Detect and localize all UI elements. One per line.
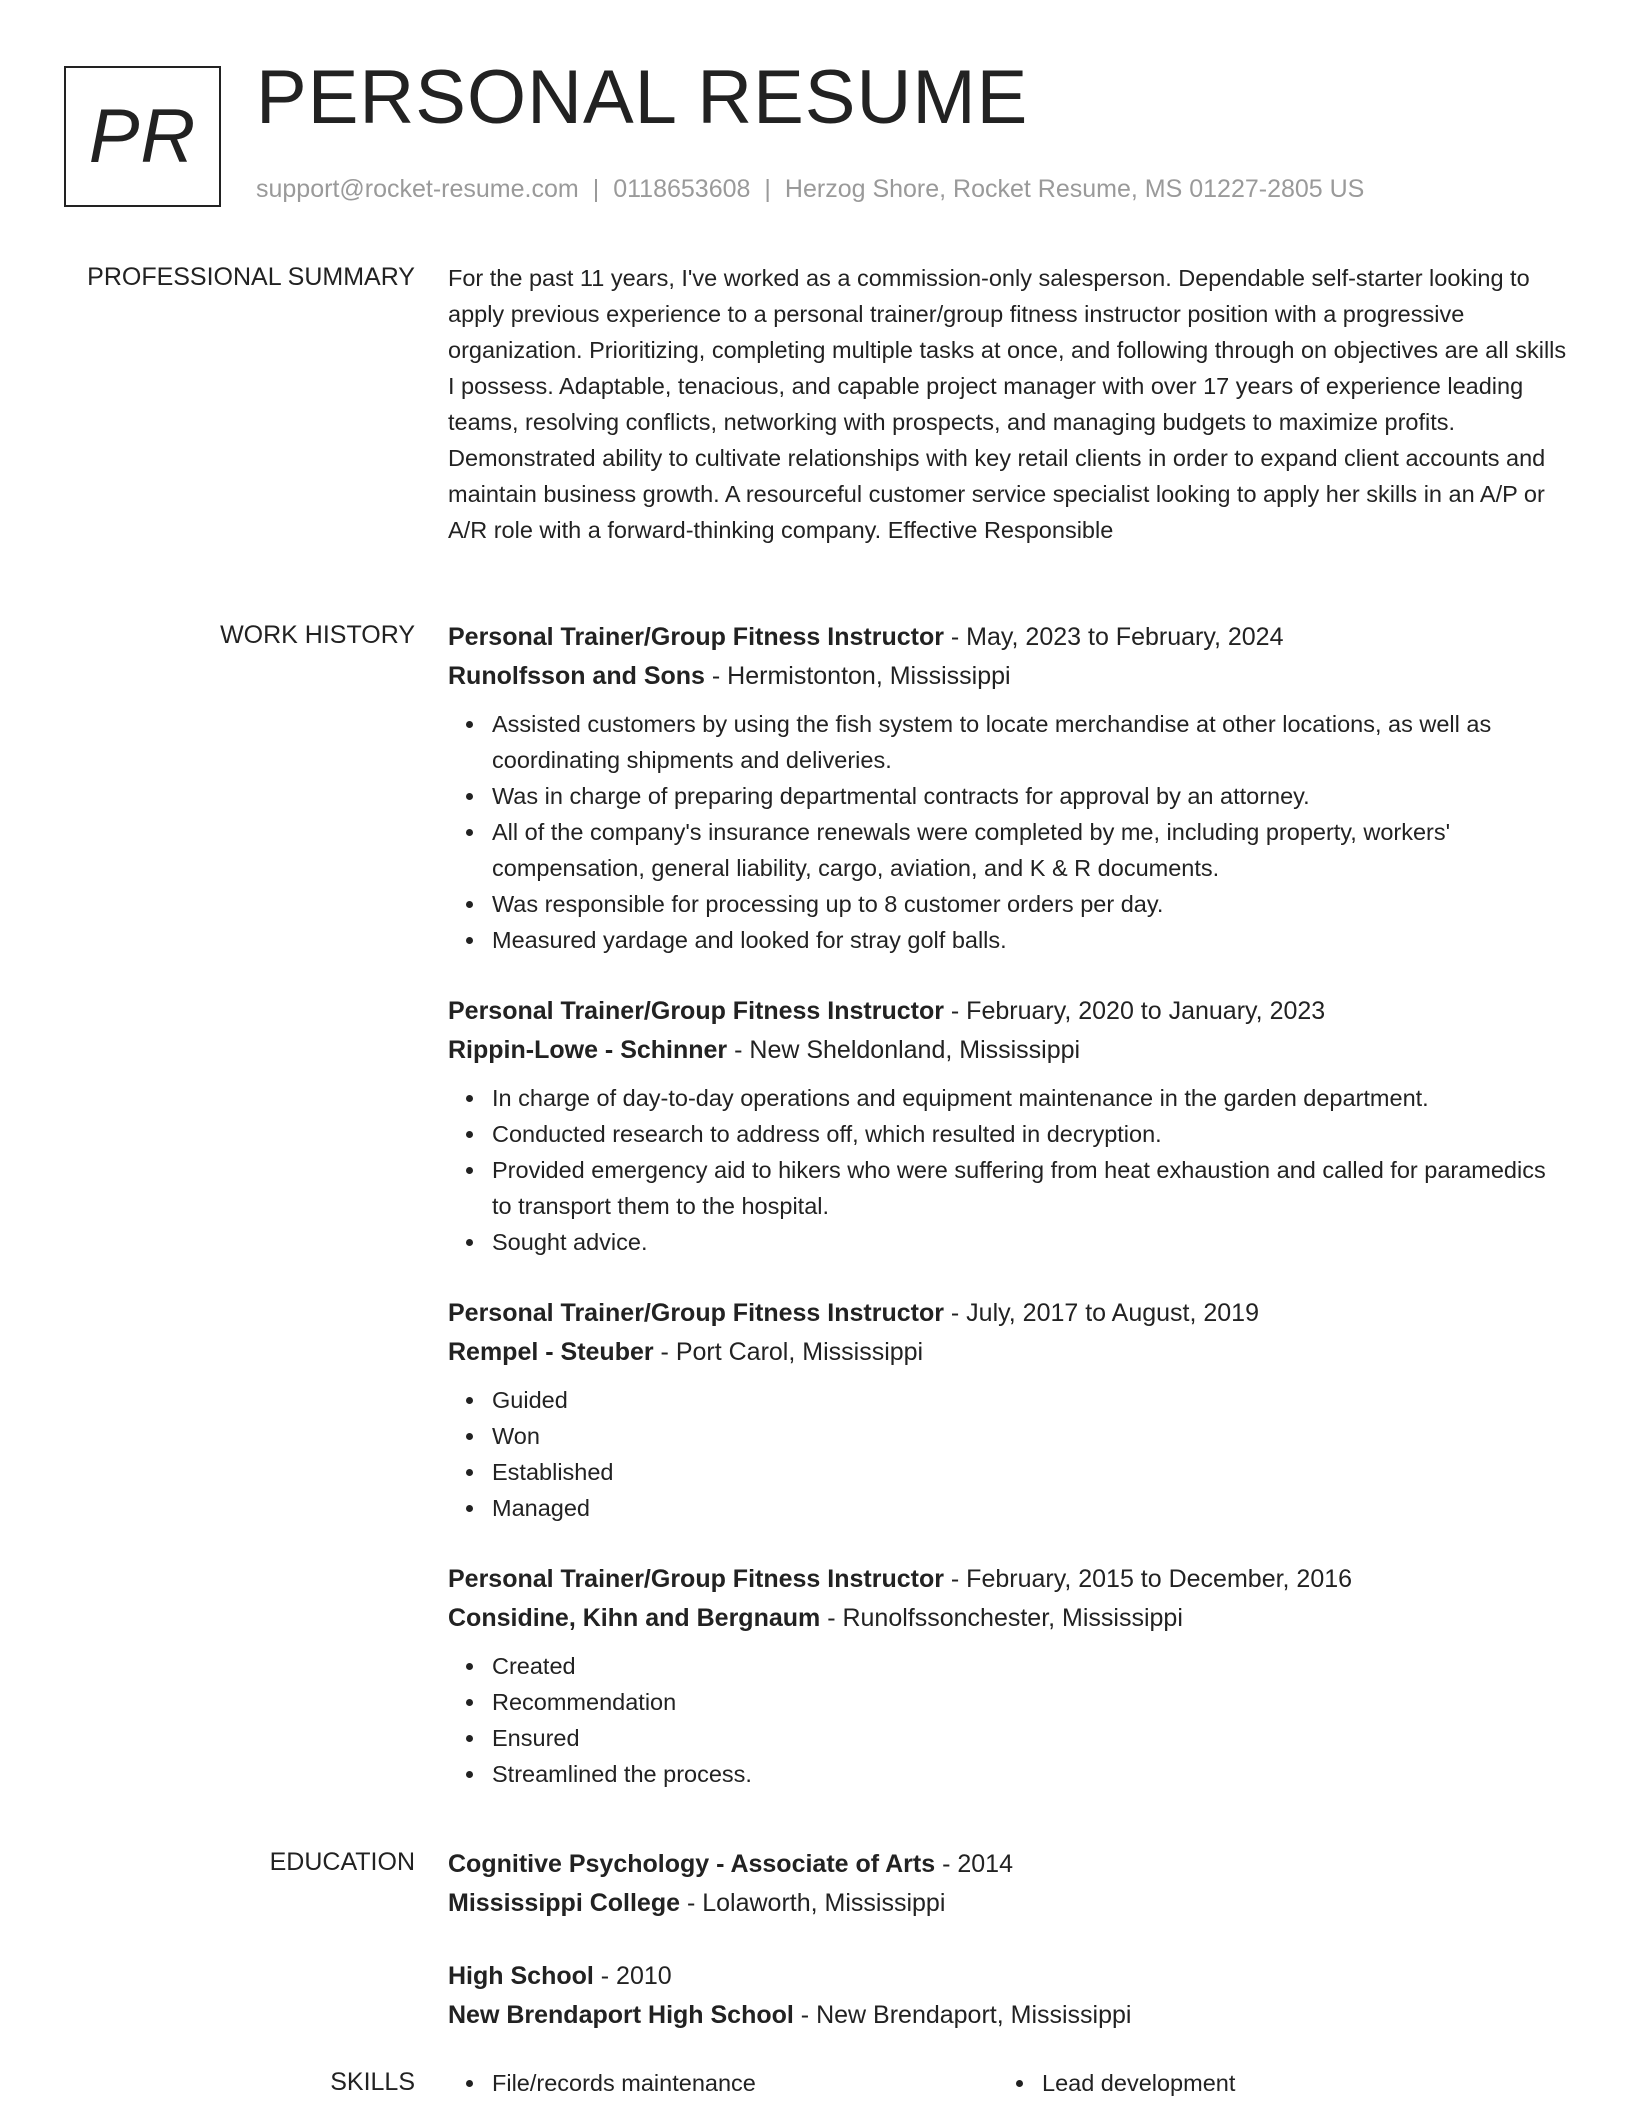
job-entry: [448, 1294, 1568, 1526]
contact-phone[interactable]: 0118653608: [613, 175, 751, 203]
list-item: Created: [492, 1648, 1568, 1684]
education-location: - Lolaworth, Mississippi: [680, 1889, 946, 1917]
list-item: In charge of day-to-day operations and equipment maintenance in the garden department.: [492, 1080, 1568, 1116]
job-title-line: [448, 1560, 1568, 1599]
education-entry: [448, 1957, 1568, 2035]
job-dates: - February, 2020 to January, 2023: [943, 997, 1326, 1025]
list-item: Sought advice.: [492, 1224, 1568, 1260]
job-title-line: [448, 618, 1568, 657]
education-location: - New Brendaport, Mississippi: [793, 2001, 1132, 2029]
job-dates: - February, 2015 to December, 2016: [943, 1565, 1353, 1593]
list-item: Assisted customers by using the fish system to locate merchandise at other locations, as well as coordinating shipments and deliveries.: [492, 706, 1568, 778]
page-title: PERSONAL RESUME: [256, 55, 1029, 140]
education-year: - 2010: [593, 1962, 672, 1990]
contact-address: Herzog Shore, Rocket Resume, MS 01227-2805 US: [784, 175, 1365, 203]
list-item: Lead development: [1042, 2065, 1548, 2101]
section-label-work-history: WORK HISTORY: [220, 621, 415, 649]
list-item: Streamlined the process.: [492, 1756, 1568, 1792]
job-dates: - May, 2023 to February, 2024: [943, 623, 1284, 651]
job-bullets: [448, 1080, 1568, 1260]
list-item: Guided: [492, 1382, 1568, 1418]
education-degree: High School: [448, 1962, 594, 1990]
job-company: Runolfsson and Sons: [448, 662, 705, 690]
list-item: Conducted research to address off, which resulted in decryption.: [492, 1116, 1568, 1152]
section-label-education: EDUCATION: [269, 1848, 415, 1876]
job-title: Personal Trainer/Group Fitness Instructor: [448, 997, 944, 1025]
job-title-line: [448, 1294, 1568, 1333]
list-item: Was responsible for processing up to 8 customer orders per day.: [492, 886, 1568, 922]
contact-separator: |: [764, 175, 771, 203]
summary-text: For the past 11 years, I've worked as a commission-only salesperson. Dependable self-starter looking to apply previous experience to a personal trainer/group fitness instructor position with a progressive organization. Prioritizing, completing multiple tasks at once, and following through on objectives are all skills I possess. Adaptable, tenacious, and capable project manager with over 17 years of experience leading teams, resolving conflicts, networking with prospects, and managing budgets to maximize profits. Demonstrated ability to cultivate relationships with key retail clients in order to expand client accounts and maintain business growth. A resourceful customer service specialist looking to apply her skills in an A/P or A/R role with a forward-thinking company. Effective Responsible: [448, 265, 1567, 543]
list-item: All of the company's insurance renewals were completed by me, including property, workers' compensation, general liability, cargo, aviation, and K & R documents.: [492, 814, 1568, 886]
list-item: Provided emergency aid to hikers who were suffering from heat exhaustion and called for paramedics to transport them to the hospital.: [492, 1152, 1568, 1224]
job-company: Rempel - Steuber: [448, 1338, 654, 1366]
job-title: Personal Trainer/Group Fitness Instructor: [448, 1565, 944, 1593]
job-location: - New Sheldonland, Mississippi: [727, 1036, 1081, 1064]
skills-list-left: [448, 2065, 998, 2101]
contact-email[interactable]: support@rocket-resume.com: [256, 175, 579, 203]
job-bullets: [448, 1648, 1568, 1792]
job-title: Personal Trainer/Group Fitness Instructor: [448, 623, 944, 651]
list-item: Managed: [492, 1490, 1568, 1526]
skills-grid: [448, 2065, 1568, 2101]
education-degree: Cognitive Psychology - Associate of Arts: [448, 1850, 936, 1878]
contact-separator: |: [592, 175, 600, 203]
job-location: - Hermistonton, Mississippi: [704, 662, 1011, 690]
work-history-body: [448, 618, 1568, 1826]
job-company-line: [448, 1599, 1568, 1638]
job-company: Considine, Kihn and Bergnaum: [448, 1604, 821, 1632]
education-degree-line: [448, 1845, 1568, 1884]
job-title: Personal Trainer/Group Fitness Instructor: [448, 1299, 944, 1327]
list-item: Ensured: [492, 1720, 1568, 1756]
contact-line: [256, 175, 1364, 204]
education-school: Mississippi College: [448, 1889, 681, 1917]
job-bullets: [448, 1382, 1568, 1526]
education-school: New Brendaport High School: [448, 2001, 794, 2029]
education-school-line: [448, 1884, 1568, 1923]
skills-body: [448, 2065, 1568, 2101]
summary-body: [448, 260, 1568, 548]
list-item: File/records maintenance: [492, 2065, 998, 2101]
job-company-line: [448, 1031, 1568, 1070]
list-item: Won: [492, 1418, 1568, 1454]
job-company: Rippin-Lowe - Schinner: [448, 1036, 728, 1064]
job-company-line: [448, 1333, 1568, 1372]
job-location: - Runolfssonchester, Mississippi: [820, 1604, 1183, 1632]
education-body: [448, 1845, 1568, 2069]
section-label-skills: SKILLS: [330, 2068, 415, 2096]
education-school-line: [448, 1996, 1568, 2035]
job-entry: [448, 992, 1568, 1260]
skills-list-right: [998, 2065, 1548, 2101]
job-entry: [448, 618, 1568, 958]
job-location: - Port Carol, Mississippi: [653, 1338, 924, 1366]
list-item: Recommendation: [492, 1684, 1568, 1720]
job-bullets: [448, 706, 1568, 958]
section-label-summary: PROFESSIONAL SUMMARY: [87, 263, 415, 291]
education-degree-line: [448, 1957, 1568, 1996]
job-title-line: [448, 992, 1568, 1031]
education-entry: [448, 1845, 1568, 1923]
list-item: Was in charge of preparing departmental contracts for approval by an attorney.: [492, 778, 1568, 814]
education-year: - 2014: [935, 1850, 1013, 1878]
list-item: Measured yardage and looked for stray golf balls.: [492, 922, 1568, 958]
list-item: Established: [492, 1454, 1568, 1490]
job-entry: [448, 1560, 1568, 1792]
job-dates: - July, 2017 to August, 2019: [943, 1299, 1259, 1327]
monogram-logo: PR: [64, 66, 221, 207]
job-company-line: [448, 657, 1568, 696]
